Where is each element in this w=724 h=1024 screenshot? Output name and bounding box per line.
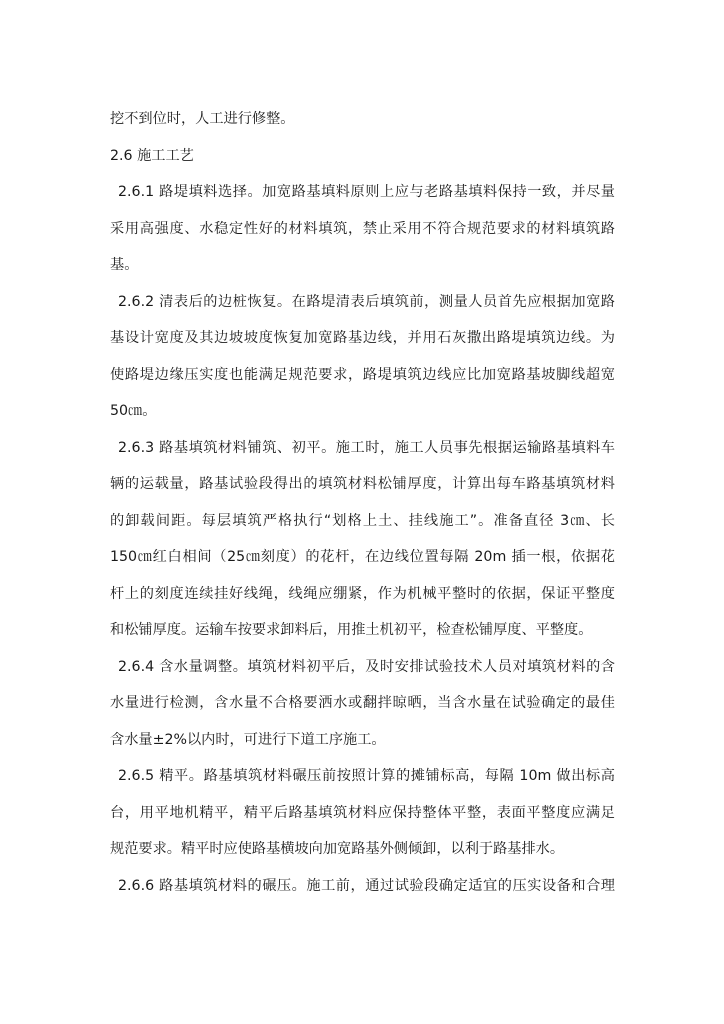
paragraph-line: 使路堤边缘压实度也能满足规范要求，路堤填筑边线应比加宽路基坡脚线超宽 <box>110 366 615 383</box>
paragraph-line: 台，用平地机精平，精平后路基填筑材料应保持整体平整，表面平整度应满足 <box>110 804 615 821</box>
paragraph-line: 2.6.3 路基填筑材料铺筑、初平。施工时，施工人员事先根据运输路基填料车 <box>118 439 615 456</box>
section-heading: 2.6 施工工艺 <box>110 147 194 164</box>
paragraph-line: 水量进行检测，含水量不合格要洒水或翻拌晾晒，当含水量在试验确定的最佳 <box>110 695 615 711</box>
paragraph-line: 2.6.1 路堤填料选择。加宽路基填料原则上应与老路基填料保持一致，并尽量 <box>118 184 615 200</box>
paragraph-line: 含水量±2%以内时，可进行下道工序施工。 <box>110 731 386 748</box>
paragraph-line: 规范要求。精平时应使路基横坡向加宽路基外侧倾卸，以利于路基排水。 <box>110 841 565 857</box>
paragraph-line: 基。 <box>110 257 139 273</box>
paragraph-line: 辆的运载量，路基试验段得出的填筑材料松铺厚度，计算出每车路基填筑材料 <box>110 476 615 492</box>
paragraph-line: 2.6.2 清表后的边桩恢复。在路堤清表后填筑前，测量人员首先应根据加宽路 <box>118 293 615 310</box>
paragraph-line: 采用高强度、水稳定性好的材料填筑，禁止采用不符合规范要求的材料填筑路 <box>110 220 615 237</box>
paragraph-line: 的卸载间距。每层填筑严格执行“划格上土、挂线施工”。准备直径 3㎝、长 <box>110 512 615 529</box>
paragraph-line: 杆上的刻度连续挂好线绳，线绳应绷紧，作为机械平整时的依据，保证平整度 <box>110 585 615 602</box>
paragraph-line: 基设计宽度及其边坡坡度恢复加宽路基边线，并用石灰撒出路堤填筑边线。为 <box>110 330 615 346</box>
paragraph-line: 挖不到位时，人工进行修整。 <box>110 111 295 127</box>
paragraph-line: 50㎝。 <box>110 403 157 419</box>
paragraph-line: 2.6.4 含水量调整。填筑材料初平后，及时安排试验技术人员对填筑材料的含 <box>118 658 615 675</box>
paragraph-line: 150㎝红白相间（25㎝刻度）的花杆，在边线位置每隔 20m 插一根，依据花 <box>110 549 615 565</box>
paragraph-line: 和松铺厚度。运输车按要求卸料后，用推土机初平，检查松铺厚度、平整度。 <box>110 622 593 638</box>
paragraph-line: 2.6.6 路基填筑材料的碾压。施工前，通过试验段确定适宜的压实设备和合理 <box>118 877 615 894</box>
body-text <box>110 101 615 904</box>
paragraph-line: 2.6.5 精平。路基填筑材料碾压前按照计算的摊铺标高，每隔 10m 做出标高 <box>118 768 615 784</box>
